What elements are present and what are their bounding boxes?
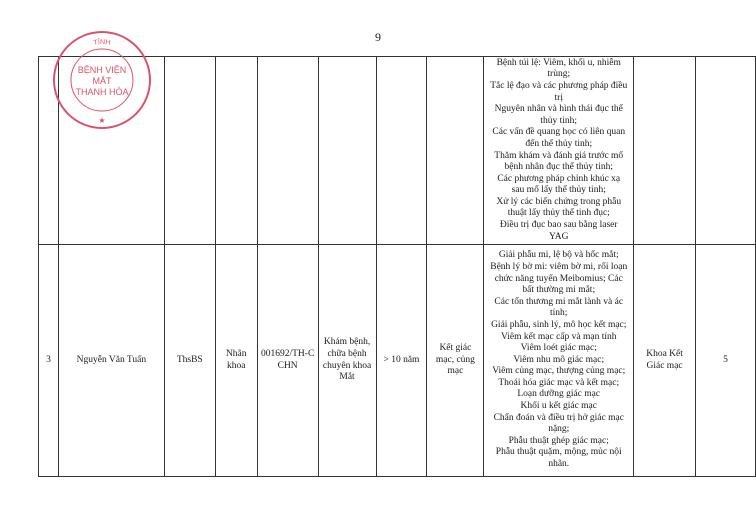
- stamp-text-line2: MẮT: [92, 76, 112, 86]
- svg-text:TỈNH: [93, 37, 111, 47]
- content-line: chức năng tuyến Meibomius; Các: [494, 273, 623, 284]
- content-line: Viêm nhu mô giác mạc;: [513, 354, 605, 365]
- page-number: 9: [375, 30, 381, 44]
- department-cell-empty: [634, 57, 696, 245]
- experience-cell: > 10 năm: [376, 245, 427, 477]
- content-line: Loạn dưỡng giác mạc: [517, 389, 601, 400]
- count-cell-empty: [696, 57, 756, 245]
- hospital-stamp: [50, 28, 154, 132]
- content-line: trị: [554, 92, 563, 103]
- content-lines: [487, 250, 630, 470]
- content-line: Tắc lệ đạo và các phương pháp điều: [490, 80, 628, 91]
- scope-cell: Khám bệnh, chữa bệnh chuyên khoa Mắt: [318, 245, 376, 477]
- content-line: sau mổ lấy thể thủy tinh;: [511, 185, 606, 196]
- degree-cell-empty: [164, 57, 215, 245]
- content-line: tính;: [550, 308, 568, 319]
- content-cell: [484, 57, 634, 245]
- field-cell: Kết giác mạc, củng mạc: [427, 245, 484, 477]
- stt-cell: 3: [39, 245, 59, 477]
- content-line: Xử lý các biến chứng trong phẫu: [496, 196, 622, 207]
- content-line: Viêm kết mạc cấp và mạn tính: [500, 331, 617, 342]
- license-cell-empty: [257, 57, 318, 245]
- scope-cell-empty: [318, 57, 376, 245]
- content-line: Bệnh túi lệ: Viêm, khối u, nhiễm: [496, 57, 621, 68]
- field-cell-empty: [427, 57, 484, 245]
- content-line: bệnh nhân đục thể thủy tinh;: [504, 162, 613, 173]
- content-line: nặng;: [548, 424, 570, 435]
- content-line: đến thể thủy tinh;: [525, 138, 593, 149]
- content-line: thuật lấy thủy thể tinh đục;: [507, 208, 610, 219]
- content-line: Viêm loét giác mạc;: [520, 343, 597, 354]
- content-line: Phẫu thuật quặm, mộng, mủc nội: [495, 447, 622, 458]
- content-line: Khối u kết giác mạc: [520, 401, 597, 412]
- stamp-star-icon: ★: [98, 116, 106, 125]
- content-line: Bệnh lý bờ mi: viêm bờ mi, rối loạn: [490, 261, 628, 272]
- stamp-arc-text: TỈNH: [93, 38, 111, 47]
- stamp-text-line3: THANH HÓA: [75, 87, 129, 97]
- department-cell: Khoa Kết Giác mạc: [634, 245, 696, 477]
- content-line: trùng;: [547, 69, 571, 80]
- content-line: Các phương pháp chỉnh khúc xạ: [497, 173, 621, 184]
- content-lines: [487, 58, 630, 244]
- content-line: thủy tinh;: [540, 115, 578, 126]
- degree-cell: ThsBS: [164, 245, 215, 477]
- content-cell: [484, 245, 634, 477]
- content-line: Thoái hóa giác mạc và kết mạc;: [498, 377, 620, 388]
- content-line: Các tổn thương mi mắt lành và ác: [494, 296, 624, 307]
- license-cell: 001692/TH-CCHN: [257, 245, 318, 477]
- content-line: Giải phẫu, sinh lý, mô học kết mạc;: [491, 319, 627, 330]
- content-line: Thăm khám và đánh giá trước mổ: [494, 150, 624, 161]
- content-line: Phẫu thuật ghép giác mạc;: [508, 435, 609, 446]
- content-line: nhãn.: [548, 459, 570, 470]
- content-line: Giải phẫu mi, lệ bộ và hốc mắt;: [498, 250, 619, 261]
- experience-cell-empty: [376, 57, 427, 245]
- specialty-cell: Nhãn khoa: [215, 245, 257, 477]
- content-line: bất thường mi mắt;: [522, 285, 596, 296]
- content-line: Các vấn đề quang học có liên quan: [492, 127, 626, 138]
- content-line: Viêm củng mạc, thượng củng mạc;: [492, 366, 626, 377]
- specialty-cell-empty: [215, 57, 257, 245]
- stamp-text-line1: BỆNH VIỆN: [77, 65, 127, 75]
- content-line: Chẩn đoán và điều trị hở giác mạc: [493, 412, 624, 423]
- name-cell: Nguyễn Văn Tuấn: [58, 245, 164, 477]
- content-line: Điều trị đục bao sau bằng laser: [499, 220, 618, 231]
- content-line: YAG: [548, 231, 569, 242]
- table-row: [39, 245, 756, 477]
- count-cell: 5: [696, 245, 756, 477]
- content-line: Nguyên nhân và hình thái đục thể: [494, 104, 623, 115]
